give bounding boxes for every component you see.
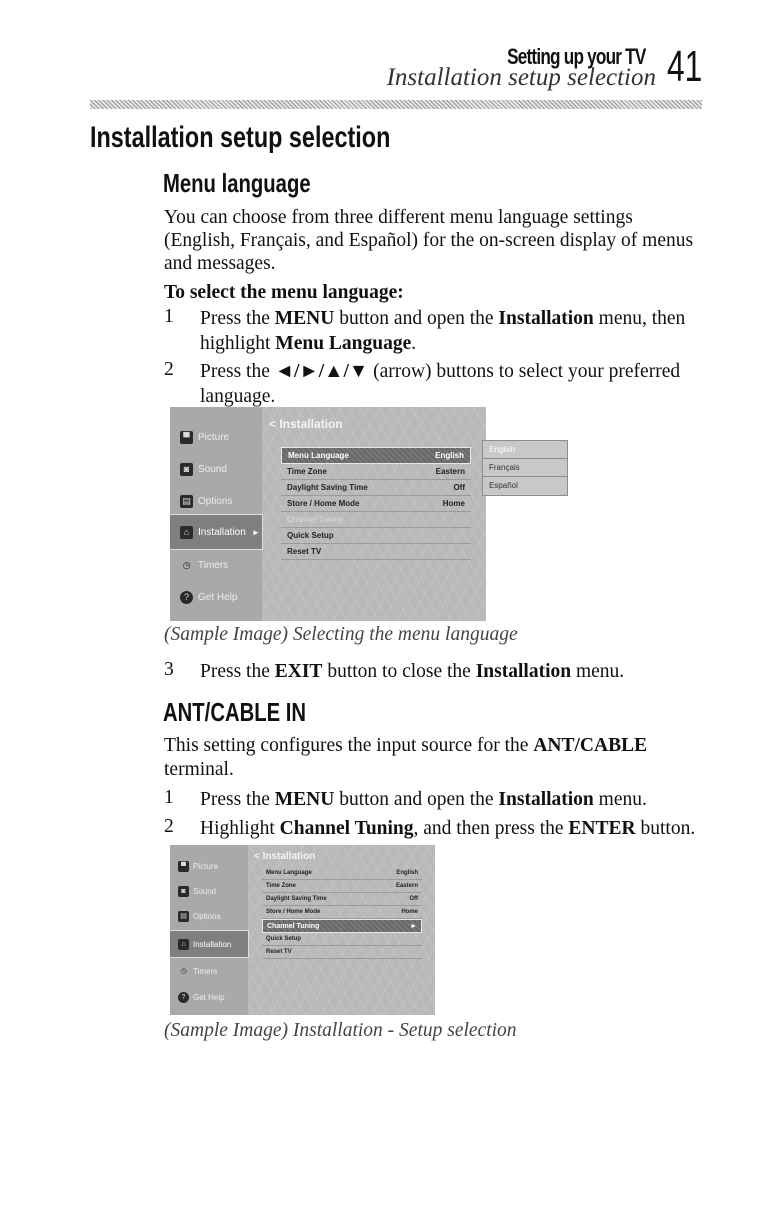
page-heading: Installation setup selection <box>90 121 391 154</box>
language-option-francais: Français <box>483 459 567 477</box>
tv-row-daylight-saving: Daylight Saving Time Off <box>281 480 471 496</box>
sidebar-item-picture: ▀ Picture <box>170 423 262 451</box>
sidebar2-item-installation: ⌂ Installation <box>170 931 248 957</box>
sidebar2-item-sound: ◙ Sound <box>170 880 248 902</box>
tv-row-time-zone: Time Zone Eastern <box>281 464 471 480</box>
sidebar2-item-picture: ▀ Picture <box>170 855 248 877</box>
help-icon: ? <box>178 992 189 1003</box>
language-option-english: English <box>483 441 567 459</box>
language-options-popup <box>482 440 568 496</box>
selected-arrow-icon: ► <box>251 527 260 537</box>
sidebar2-item-options: ▤ Options <box>170 905 248 927</box>
tv-screenshot-menu-language <box>170 407 486 621</box>
tv-sidebar-2 <box>170 845 248 1015</box>
timers-icon: ◷ <box>180 968 187 975</box>
options-icon: ▤ <box>180 495 193 508</box>
tv-row-store-home-mode: Store / Home Mode Home <box>281 496 471 512</box>
caption-channel-tuning: (Sample Image) Installation - Setup selection <box>164 1020 517 1041</box>
caption-menu-language: (Sample Image) Selecting the menu language <box>164 624 518 645</box>
installation-icon: ⌂ <box>178 939 189 950</box>
menu-language-heading: Menu language <box>163 168 311 198</box>
sidebar2-item-get-help: ? Get Help <box>170 986 248 1008</box>
tv-menu-title: < Installation <box>269 417 343 431</box>
menu-language-intro: You can choose from three different menu language settings (English, Français, and Español) for the on-screen display of menus and messages. <box>164 207 694 274</box>
tv2-row-quick-setup: Quick Setup <box>262 933 422 946</box>
sidebar-item-timers: ◷ Timers <box>170 551 262 579</box>
tv2-row-channel-tuning: Channel Tuning ► <box>262 919 422 933</box>
tv2-row-daylight-saving: Daylight Saving Time Off <box>262 893 422 906</box>
sidebar-item-sound: ◙ Sound <box>170 455 262 483</box>
ant-cable-heading: ANT/CABLE IN <box>163 697 307 727</box>
sidebar2-item-timers: ◷ Timers <box>170 960 248 982</box>
tv-screenshot-channel-tuning <box>170 845 435 1015</box>
channel-tuning-arrow-icon: ► <box>410 922 417 930</box>
picture-icon: ▀ <box>178 861 189 872</box>
options-icon: ▤ <box>178 911 189 922</box>
header-rule <box>90 100 702 109</box>
tv-row-menu-language: Menu Language English <box>281 447 471 464</box>
installation-icon: ⌂ <box>180 526 193 539</box>
procedure-title: To select the menu language: <box>164 282 404 303</box>
sound-icon: ◙ <box>178 886 189 897</box>
help-icon: ? <box>180 591 193 604</box>
sidebar-item-get-help: ? Get Help <box>170 583 262 611</box>
sound-icon: ◙ <box>180 463 193 476</box>
page-number: 41 <box>667 42 703 91</box>
tv2-row-time-zone: Time Zone Eastern <box>262 880 422 893</box>
sidebar-item-options: ▤ Options <box>170 487 262 515</box>
tv2-row-store-home-mode: Store / Home Mode Home <box>262 906 422 919</box>
section-title: Installation setup selection <box>386 64 656 91</box>
sidebar-item-installation: ⌂ Installation ► <box>170 515 262 549</box>
tv2-row-reset-tv: Reset TV <box>262 946 422 959</box>
timers-icon: ◷ <box>182 559 191 570</box>
tv2-row-menu-language: Menu Language English <box>262 867 422 880</box>
tv-row-channel-tuning: Channel Tuning <box>281 512 471 528</box>
tv-sidebar <box>170 407 262 621</box>
tv-menu-title-2: < Installation <box>254 851 316 862</box>
language-option-espanol: Español <box>489 481 518 490</box>
tv-row-quick-setup: Quick Setup <box>281 528 471 544</box>
tv-row-reset-tv: Reset TV <box>281 544 471 560</box>
chapter-title: Setting up your TV <box>507 44 646 69</box>
picture-icon: ▀ <box>180 431 193 444</box>
ant-cable-intro: This setting configures the input source for the ANT/CABLE terminal. <box>164 735 648 780</box>
